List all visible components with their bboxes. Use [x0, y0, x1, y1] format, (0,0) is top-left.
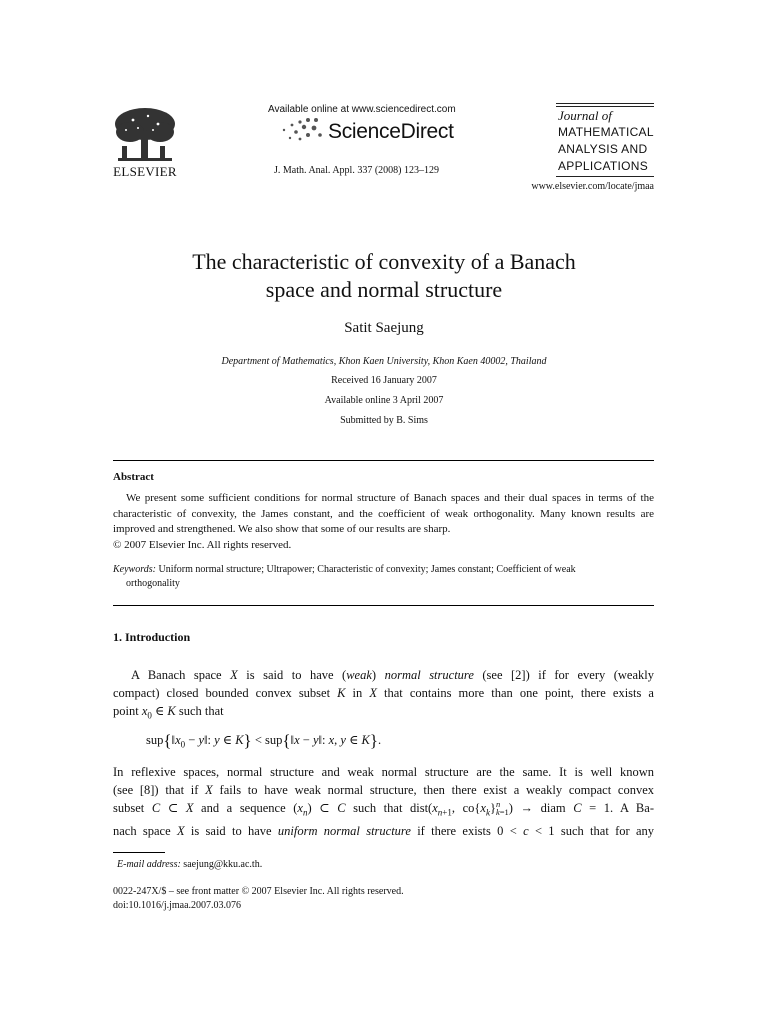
sciencedirect-dots-icon: [278, 116, 326, 142]
abstract-copyright: © 2007 Elsevier Inc. All rights reserved.: [113, 538, 292, 551]
journal-url-link[interactable]: www.elsevier.com/locate/jmaa: [531, 181, 654, 192]
available-date: Available online 3 April 2007: [324, 395, 444, 406]
keywords-line-2: orthogonality: [126, 578, 180, 589]
journal-title-line-1: MATHEMATICAL: [558, 125, 654, 139]
received-date: Received 16 January 2007: [331, 375, 437, 386]
publisher-name: ELSEVIER: [113, 164, 177, 179]
journal-rule-top-2: [556, 106, 654, 107]
doi-link[interactable]: doi:10.1016/j.jmaa.2007.03.076: [113, 900, 242, 911]
submitted-by: Submitted by B. Sims: [340, 415, 428, 426]
paper-title-line-2: space and normal structure: [265, 277, 503, 302]
paper-title: [134, 248, 634, 304]
abstract-heading: Abstract: [113, 471, 154, 483]
intro-paragraph-1: A Banach space X is said to have (weak) normal structure (see [2]) if for every (weakly compact) closed bounded convex subset K in X that contains more than one point, there exists a point $x_0$ ∈ K such that: [113, 668, 654, 721]
email-address-link[interactable]: saejung@kku.ac.th.: [183, 859, 263, 870]
journal-rule-bottom: [556, 176, 654, 177]
journal-rule-top: [556, 103, 654, 104]
normal-structure-formula: $sup\{‖x_0$ − y‖: y ∈ K} < sup{‖x − y‖: x, y ∈ K}.: [146, 731, 382, 750]
email-label: E-mail address:: [117, 859, 181, 870]
intro-paragraph-2: In reflexive spaces, normal structure and weak normal structure are the same. It is well known (see [8]) that if X fails to have weak normal structure, then there exist a weakly compact convex subset C ⊂ X and a sequence $(x_n)$ ⊂ C such that $dist(x_{n+1}$, $co\{x_k\}n$ k=1) → diam C = 1. A Ba- nach space X is said to have uniform normal structure if there exists 0 < c < 1 such that for any: [113, 765, 655, 838]
email-footnote: [113, 859, 262, 870]
author-name: Satit Saejung: [344, 320, 424, 336]
keywords-label: Keywords:: [113, 564, 156, 575]
journal-title-line-3: APPLICATIONS: [558, 159, 649, 173]
author-affiliation: Department of Mathematics, Khon Kaen University, Khon Kaen 40002, Thailand: [221, 356, 547, 367]
section-heading-introduction: 1. Introduction: [113, 630, 191, 644]
abstract-body: [113, 491, 654, 553]
available-online-link[interactable]: Available online at www.sciencedirect.com: [268, 104, 456, 115]
journal-title-script: Journal of: [558, 108, 612, 123]
keywords-line-1: Uniform normal structure; Ultrapower; Characteristic of convexity; James constant; Coefficient of weak: [158, 564, 576, 575]
paper-title-line-1: The characteristic of convexity of a Banach: [192, 249, 576, 274]
sciencedirect-wordmark: ScienceDirect: [328, 120, 454, 143]
front-matter: [113, 885, 404, 913]
footnote-rule: [113, 852, 165, 853]
keywords: [113, 563, 654, 591]
journal-title-line-2: ANALYSIS AND: [558, 142, 648, 156]
abstract-text: We present some sufficient conditions for normal structure of Banach spaces and their dual spaces in terms of the characteristic of convexity, the James constant, and the coefficient of weak orthogonality. Many known results are improved and strengthened. We also show that some of our results are sharp.: [113, 492, 654, 535]
front-matter-line: 0022-247X/$ – see front matter © 2007 Elsevier Inc. All rights reserved.: [113, 886, 404, 897]
abstract-top-rule: [113, 460, 654, 461]
journal-citation: J. Math. Anal. Appl. 337 (2008) 123–129: [274, 165, 439, 176]
abstract-bottom-rule: [113, 605, 654, 606]
